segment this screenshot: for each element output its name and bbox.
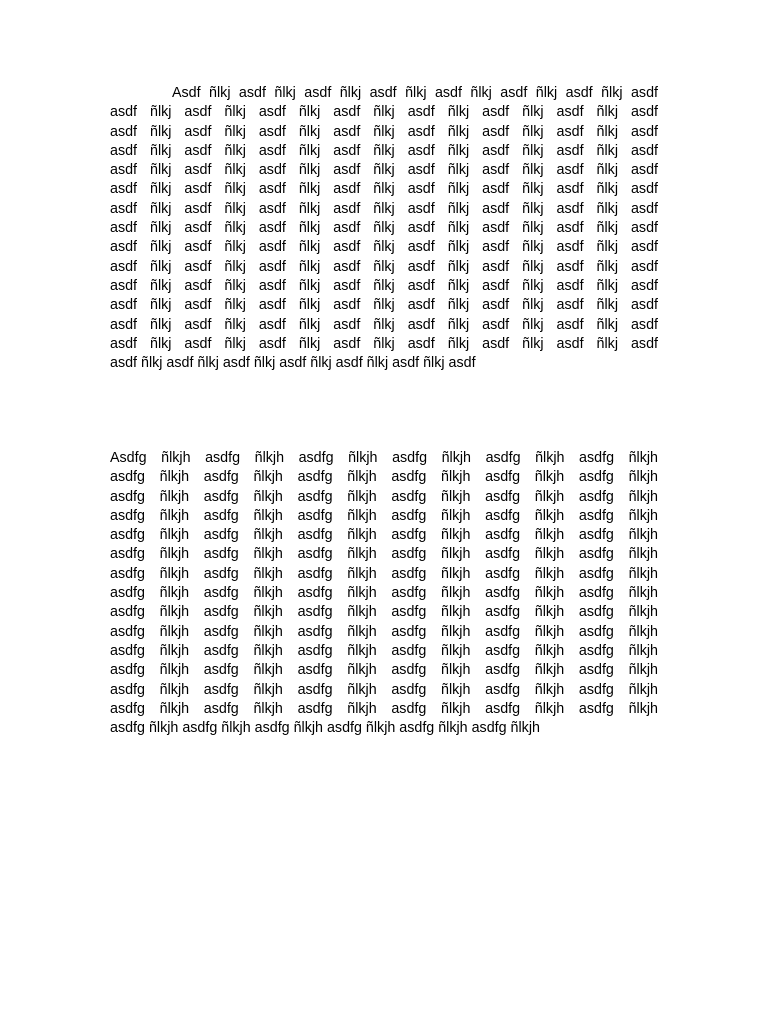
paragraph-1-line: asdf ñlkj asdf ñlkj asdf ñlkj asdf ñlkj asdf ñlkj asdf ñlkj asdf ñlkj asdf xyxy=(110,335,658,352)
paragraph-1-line: asdf ñlkj asdf ñlkj asdf ñlkj asdf ñlkj asdf ñlkj asdf ñlkj asdf ñlkj asdf xyxy=(110,258,658,275)
paragraph-2-line: asdfg ñlkjh asdfg ñlkjh asdfg ñlkjh asdfg ñlkjh asdfg ñlkjh asdfg ñlkjh xyxy=(110,642,658,659)
paragraph-1-line: asdf ñlkj asdf ñlkj asdf ñlkj asdf ñlkj asdf ñlkj asdf ñlkj asdf ñlkj asdf xyxy=(110,239,658,256)
paragraph-2-line: asdfg ñlkjh asdfg ñlkjh asdfg ñlkjh asdfg ñlkjh asdfg ñlkjh asdfg ñlkjh xyxy=(110,527,658,544)
paragraph-1-line: asdf ñlkj asdf ñlkj asdf ñlkj asdf ñlkj asdf ñlkj asdf ñlkj asdf ñlkj asdf xyxy=(110,277,658,294)
paragraph-2 xyxy=(110,449,658,738)
paragraph-1-line: asdf ñlkj asdf ñlkj asdf ñlkj asdf ñlkj asdf ñlkj asdf ñlkj asdf xyxy=(110,355,476,372)
paragraph-1-line: asdf ñlkj asdf ñlkj asdf ñlkj asdf ñlkj asdf ñlkj asdf ñlkj asdf ñlkj asdf xyxy=(110,297,658,314)
paragraph-1-line: asdf ñlkj asdf ñlkj asdf ñlkj asdf ñlkj asdf ñlkj asdf ñlkj asdf ñlkj asdf xyxy=(110,220,658,237)
paragraph-1-line: asdf ñlkj asdf ñlkj asdf ñlkj asdf ñlkj asdf ñlkj asdf ñlkj asdf ñlkj asdf xyxy=(110,123,658,140)
paragraph-2-line: asdfg ñlkjh asdfg ñlkjh asdfg ñlkjh asdfg ñlkjh asdfg ñlkjh asdfg ñlkjh xyxy=(110,546,658,563)
paragraph-2-line: asdfg ñlkjh asdfg ñlkjh asdfg ñlkjh asdfg ñlkjh asdfg ñlkjh asdfg ñlkjh xyxy=(110,604,658,621)
paragraph-2-line: asdfg ñlkjh asdfg ñlkjh asdfg ñlkjh asdfg ñlkjh asdfg ñlkjh asdfg ñlkjh xyxy=(110,507,658,524)
paragraph-2-line: asdfg ñlkjh asdfg ñlkjh asdfg ñlkjh asdfg ñlkjh asdfg ñlkjh asdfg ñlkjh xyxy=(110,720,540,737)
paragraph-2-line: asdfg ñlkjh asdfg ñlkjh asdfg ñlkjh asdfg ñlkjh asdfg ñlkjh asdfg ñlkjh xyxy=(110,585,658,602)
paragraph-2-line: asdfg ñlkjh asdfg ñlkjh asdfg ñlkjh asdfg ñlkjh asdfg ñlkjh asdfg ñlkjh xyxy=(110,565,658,582)
paragraph-2-line: asdfg ñlkjh asdfg ñlkjh asdfg ñlkjh asdfg ñlkjh asdfg ñlkjh asdfg ñlkjh xyxy=(110,700,658,717)
paragraph-2-line: asdfg ñlkjh asdfg ñlkjh asdfg ñlkjh asdfg ñlkjh asdfg ñlkjh asdfg ñlkjh xyxy=(110,469,658,486)
paragraph-1 xyxy=(110,84,658,373)
paragraph-1-line: asdf ñlkj asdf ñlkj asdf ñlkj asdf ñlkj asdf ñlkj asdf ñlkj asdf ñlkj asdf xyxy=(110,104,658,121)
paragraph-1-line: asdf ñlkj asdf ñlkj asdf ñlkj asdf ñlkj asdf ñlkj asdf ñlkj asdf ñlkj asdf xyxy=(110,142,658,159)
paragraph-2-line: asdfg ñlkjh asdfg ñlkjh asdfg ñlkjh asdfg ñlkjh asdfg ñlkjh asdfg ñlkjh xyxy=(110,662,658,679)
paragraph-1-line: asdf ñlkj asdf ñlkj asdf ñlkj asdf ñlkj asdf ñlkj asdf ñlkj asdf ñlkj asdf xyxy=(110,162,658,179)
paragraph-1-line: Asdf ñlkj asdf ñlkj asdf ñlkj asdf ñlkj asdf ñlkj asdf ñlkj asdf ñlkj asdf xyxy=(172,85,658,101)
paragraph-1-line: asdf ñlkj asdf ñlkj asdf ñlkj asdf ñlkj asdf ñlkj asdf ñlkj asdf ñlkj asdf xyxy=(110,316,658,333)
paragraph-2-line: Asdfg ñlkjh asdfg ñlkjh asdfg ñlkjh asdfg ñlkjh asdfg ñlkjh asdfg ñlkjh xyxy=(110,450,658,466)
paragraph-2-line: asdfg ñlkjh asdfg ñlkjh asdfg ñlkjh asdfg ñlkjh asdfg ñlkjh asdfg ñlkjh xyxy=(110,488,658,505)
paragraph-1-line: asdf ñlkj asdf ñlkj asdf ñlkj asdf ñlkj asdf ñlkj asdf ñlkj asdf ñlkj asdf xyxy=(110,200,658,217)
paragraph-1-line: asdf ñlkj asdf ñlkj asdf ñlkj asdf ñlkj asdf ñlkj asdf ñlkj asdf ñlkj asdf xyxy=(110,181,658,198)
paragraph-2-line: asdfg ñlkjh asdfg ñlkjh asdfg ñlkjh asdfg ñlkjh asdfg ñlkjh asdfg ñlkjh xyxy=(110,623,658,640)
paragraph-2-line: asdfg ñlkjh asdfg ñlkjh asdfg ñlkjh asdfg ñlkjh asdfg ñlkjh asdfg ñlkjh xyxy=(110,681,658,698)
